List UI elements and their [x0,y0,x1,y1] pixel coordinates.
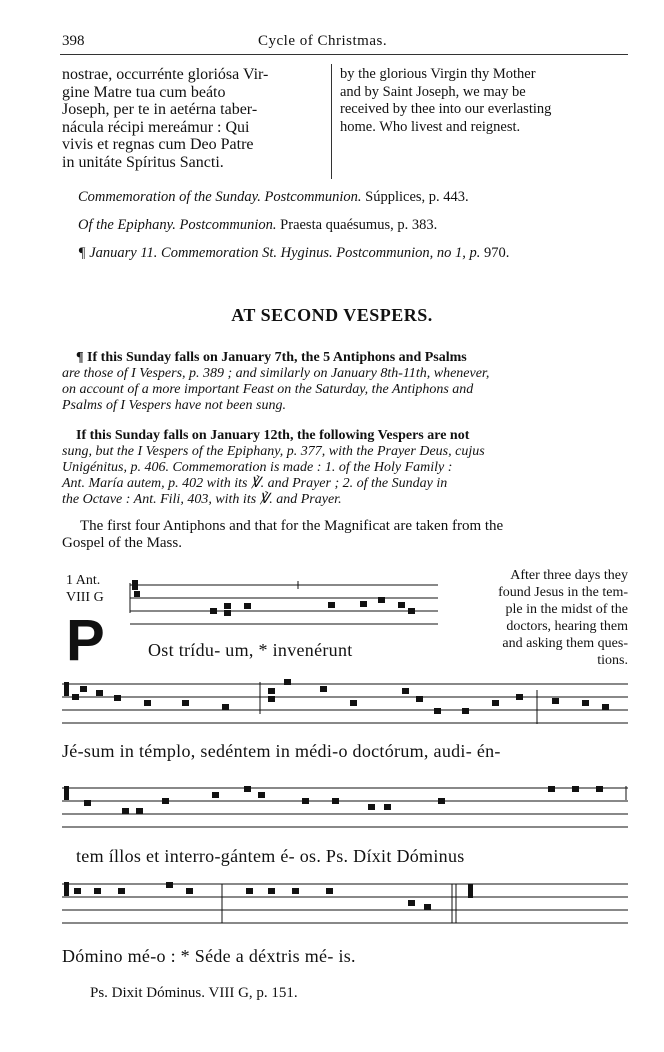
rubric-line: are those of I Vespers, p. 389 ; and similarly on January 8th-11th, whenever, [62,366,490,381]
page-number: 398 [62,33,85,49]
commemoration-rubric: ¶ January 11. Commemoration St. Hyginus. Postcommunion, no 1, p. [78,245,481,261]
drop-cap-initial: P [66,608,105,673]
commemoration-ref: Súpplices, p. 443. [361,189,469,205]
latin-line: gine Matre tua cum beáto [62,83,226,101]
chant-staff-3 [62,782,628,832]
rubric-january-7 [62,350,628,414]
translation-line: and asking them ques- [502,636,628,651]
header-rule [60,54,628,55]
section-heading: AT SECOND VESPERS. [231,305,433,325]
commemoration-ref: Praesta quaésumus, p. 383. [276,217,438,233]
antiphon-label [66,572,104,606]
rubric-line: the Octave : Ant. Fili, 403, with its ℣. and Prayer. [62,492,342,507]
commemoration-epiphany [78,217,437,234]
commemoration-ref: 970. [480,245,510,261]
commemoration-sunday [78,189,469,206]
rubric-line: sung, but the I Vespers of the Epiphany, p. 377, with the Prayer Deus, cujus [62,444,485,459]
rubric-line: on account of a more important Feast on the Saturday, the Antiphons and [62,382,474,397]
translation-line: doctors, hearing them [506,619,628,634]
psalm-reference: Ps. Dixit Dóminus. VIII G, p. 151. [90,985,298,1001]
rubric-january-12 [62,428,628,508]
commemoration-rubric: Of the Epiphany. Postcommunion. [78,217,277,233]
lyric-line: Ost trídu- um, * invenérunt [148,640,353,660]
chant-staff-1 [128,577,440,627]
rubric-line: ¶ If this Sunday falls on January 7th, the 5 Antiphons and Psalms [76,350,467,365]
antiphon-number: 1 Ant. [66,573,101,588]
rubric-line: Psalms of I Vespers have not been sung. [62,398,286,413]
english-line: received by thee into our everlasting [340,101,552,117]
intro-line: Gospel of the Mass. [62,535,182,551]
rubric-line: If this Sunday falls on January 12th, the following Vespers are not [76,428,470,443]
translation-line: tions. [597,653,628,668]
rubric-line: Unigénitus, p. 406. Commemoration is made : 1. of the Holy Family : [62,460,453,475]
latin-line: vivis et regnas cum Deo Patre [62,136,254,153]
antiphon-mode: VIII G [66,590,104,605]
commemoration-hyginus [78,245,509,262]
latin-line: nostrae, occurrénte gloriósa Vir- [62,66,269,83]
chant-staff-4 [62,878,628,928]
running-title: Cycle of Christmas. [258,33,388,49]
intro-line: The first four Antiphons and that for the Magnificat are taken from the [80,518,504,534]
translation-line: After three days they [510,568,628,583]
chant-staff-2 [62,678,628,728]
english-line: home. Who livest and reignest. [340,118,521,135]
column-divider [331,64,332,179]
lyric-line: Jé-sum in témplo, sedéntem in médi-o doctórum, audi- én- [62,741,501,761]
english-line: by the glorious Virgin thy Mother [340,66,536,82]
translation-line: ple in the midst of the [505,602,628,617]
latin-line: nácula récipi mereámur : Qui [62,118,250,136]
lyric-line: Dómino mé-o : * Séde a déxtris mé- is. [62,946,356,966]
latin-line: Joseph, per te in aetérna taber- [62,101,258,118]
commemoration-rubric: Commemoration of the Sunday. Postcommunion. [78,189,362,205]
lyric-line: tem íllos et interro-gántem é- os. Ps. Díxit Dóminus [76,846,465,866]
antiphon-translation [448,567,628,669]
latin-line: in unitáte Spíritus Sancti. [62,153,224,171]
translation-line: found Jesus in the tem- [498,585,628,600]
english-column [340,66,628,136]
english-line: and by Saint Joseph, we may be [340,83,526,100]
latin-column [62,66,328,171]
rubric-line: Ant. María autem, p. 402 with its ℣. and Prayer ; 2. of the Sunday in [62,476,448,491]
intro-paragraph [62,518,628,552]
